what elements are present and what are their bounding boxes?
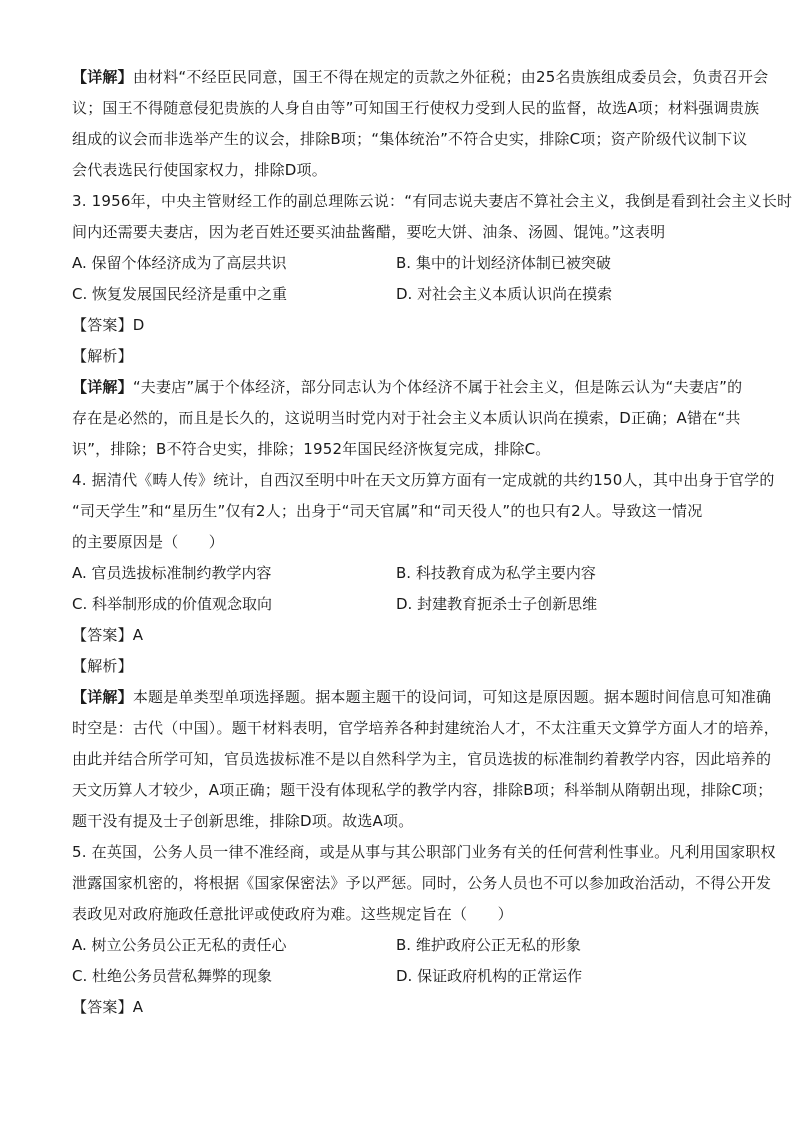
line-text: 表政见对政府施政任意批评或使政府为难。这些规定旨在（ ） (72, 905, 513, 923)
line-text: 天文历算人才较少，A项正确；题干没有体现私学的教学内容，排除B项；科举制从隋朝出现，排除C项； (72, 781, 773, 799)
detail-line (72, 124, 748, 155)
detail-label: 【详解】 (72, 688, 133, 706)
detail-label: 【详解】 (72, 68, 133, 86)
line-text: 议；国王不得随意侵犯贵族的人身自由等”可知国王行使权力受到人民的监督，故选A项；材料强调贵族 (72, 99, 760, 117)
line-text: 4. 据清代《畴人传》统计，自西汉至明中叶在天文历算方面有一定成就的共约150人，其中出身于官学的 (72, 471, 775, 489)
line-text: 间内还需要夫妻店，因为老百姓还要买油盐酱醋，要吃大饼、油条、汤圆、馄饨。”这表明 (72, 223, 666, 241)
question-line (72, 465, 775, 496)
line-text: “司天学生”和“星历生”仅有2人；出身于“司天官属”和“司天役人”的也只有2人。导致这一情况 (72, 502, 703, 520)
answer-option: B. 集中的计划经济体制已被突破 (396, 254, 611, 272)
answer-option: C. 杜绝公务员营私舞弊的现象 (72, 967, 273, 985)
detail-line (72, 713, 779, 744)
option-row (72, 961, 732, 992)
answer-option: D. 保证政府机构的正常运作 (396, 967, 583, 985)
question-line (72, 217, 732, 248)
detail-line (72, 682, 772, 713)
detail-line (72, 403, 741, 434)
option-row (72, 279, 732, 310)
line-text: 存在是必然的，而且是长久的，这说明当时党内对于社会主义本质认识尚在摸索，D正确；A错在“共 (72, 409, 741, 427)
question-line (72, 837, 776, 868)
line-text: 由此并结合所学可知，官员选拔标准不是以自然科学为主，官员选拔的标准制约着教学内容，因此培养的 (72, 750, 772, 768)
line-text: 的主要原因是（ ） (72, 533, 225, 551)
detail-label: 【详解】 (72, 378, 133, 396)
answer-option: B. 科技教育成为私学主要内容 (396, 564, 596, 582)
detail-line (72, 372, 743, 403)
answer-option: A. 树立公务员公正无私的责任心 (72, 936, 287, 954)
answer-line: 【答案】D (72, 316, 145, 334)
detail-line (72, 434, 732, 465)
detail-line (72, 62, 769, 93)
detail-line (72, 744, 772, 775)
answer-option: A. 官员选拔标准制约教学内容 (72, 564, 272, 582)
question-line (72, 527, 732, 558)
question-line (72, 186, 793, 217)
answer-line: 【答案】A (72, 626, 144, 644)
detail-line (72, 775, 773, 806)
detail-line (72, 155, 732, 186)
analysis-heading: 【解析】 (72, 347, 133, 365)
line-text: 组成的议会而非选举产生的议会，排除B项；“集体统治”不符合史实，排除C项；资产阶级代议制下议 (72, 130, 748, 148)
detail-line (72, 93, 760, 124)
answer-option: A. 保留个体经济成为了高层共识 (72, 254, 287, 272)
question-line (72, 496, 732, 527)
answer-option: C. 科举制形成的价值观念取向 (72, 595, 273, 613)
answer-option: C. 恢复发展国民经济是重中之重 (72, 285, 288, 303)
line-text: 由材料“不经臣民同意，国王不得在规定的贡款之外征税；由25名贵族组成委员会，负责召开会 (132, 68, 769, 86)
answer-option: D. 封建教育扼杀士子创新思维 (396, 595, 598, 613)
line-text: 题干没有提及士子创新思维，排除D项。故选A项。 (72, 812, 414, 830)
option-row (72, 248, 732, 279)
option-row (72, 558, 732, 589)
line-text: 会代表选民行使国家权力，排除D项。 (72, 161, 327, 179)
line-text: 时空是：古代（中国）。题干材料表明，官学培养各种封建统治人才，不太注重天文算学方面人才的培养， (72, 719, 779, 737)
line-text: 识”，排除；B不符合史实，排除；1952年国民经济恢复完成，排除C。 (72, 440, 551, 458)
line-text: 泄露国家机密的，将根据《国家保密法》予以严惩。同时，公务人员也不可以参加政治活动，不得公开发 (72, 874, 772, 892)
option-row (72, 930, 732, 961)
question-line (72, 868, 772, 899)
line-text: 3. 1956年，中央主管财经工作的副总理陈云说：“有同志说夫妻店不算社会主义，我倒是看到社会主义长时 (72, 192, 793, 210)
question-line (72, 899, 732, 930)
option-row (72, 589, 732, 620)
line-text: 5. 在英国，公务人员一律不准经商，或是从事与其公职部门业务有关的任何营利性事业。凡利用国家职权 (72, 843, 776, 861)
answer-line: 【答案】A (72, 998, 144, 1016)
line-text: 本题是单类型单项选择题。据本题主题干的设问词，可知这是原因题。据本题时间信息可知准确 (132, 688, 772, 706)
detail-line (72, 806, 732, 837)
answer-option: B. 维护政府公正无私的形象 (396, 936, 581, 954)
analysis-heading: 【解析】 (72, 657, 133, 675)
document-page (72, 62, 793, 1023)
line-text: “夫妻店”属于个体经济，部分同志认为个体经济不属于社会主义，但是陈云认为“夫妻店”的 (132, 378, 743, 396)
answer-option: D. 对社会主义本质认识尚在摸索 (396, 285, 613, 303)
